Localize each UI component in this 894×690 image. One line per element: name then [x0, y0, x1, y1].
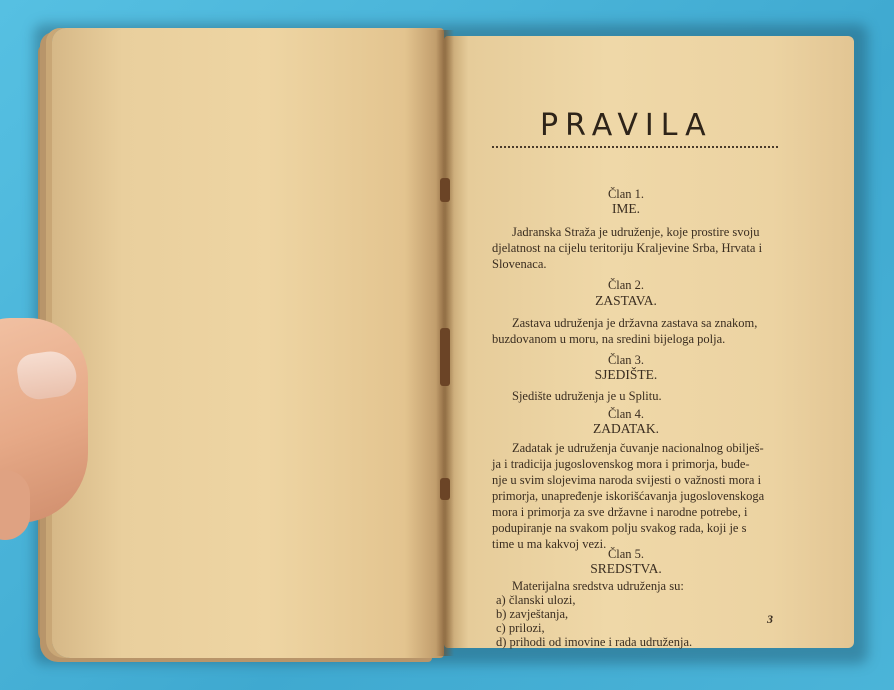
- article-3-label: Član 3.: [607, 353, 645, 367]
- article-4-line: Zadatak je udruženja čuvanje nacionalnog obilješ-: [512, 441, 764, 455]
- article-5-line: Materijalna sredstva udruženja su:: [512, 579, 684, 593]
- article-1-line: Slovenaca.: [492, 257, 547, 271]
- page-title: PRAVILA: [540, 108, 713, 143]
- left-page-blank: [52, 28, 444, 658]
- article-2-section: ZASTAVA.: [595, 293, 657, 308]
- article-4-line: nje u svim slojevima naroda svijesti o važnosti mora i: [492, 473, 762, 487]
- staple-top: [440, 178, 450, 202]
- article-2-line: Zastava udruženja je državna zastava sa znakom,: [512, 316, 758, 330]
- article-4-line: primorja, unapređenje iskorišćavanja jugoslovenskoga: [492, 489, 765, 503]
- article-5-list-item: b) zavještanja,: [496, 607, 569, 621]
- article-1-line: djelatnost na cijelu teritoriju Kraljevine Srba, Hrvata i: [492, 241, 763, 255]
- staple-bottom: [440, 478, 450, 500]
- article-5-list-item: d) prihodi od imovine i rada udruženja.: [496, 635, 693, 649]
- article-5-list-item: a) članski ulozi,: [496, 593, 576, 607]
- article-3-line: Sjedište udruženja je u Splitu.: [512, 389, 662, 403]
- article-4-line: podupiranje na svakom polju svakog rada, koji je s: [492, 521, 747, 535]
- article-4-label: Član 4.: [607, 407, 645, 421]
- page-number: 3: [767, 612, 773, 626]
- article-3-section: SJEDIŠTE.: [594, 367, 658, 382]
- article-4-line: ja i tradicija jugoslovenskog mora i primorja, buđe-: [492, 457, 750, 471]
- article-5-list-item: c) prilozi,: [496, 621, 545, 635]
- article-2-line: buzdovanom u moru, na sredini bijeloga polja.: [492, 332, 726, 346]
- article-5-section: SREDSTVA.: [590, 561, 662, 576]
- title-dotted-rule: [492, 146, 778, 148]
- article-4-line: mora i primorja za sve državne i narodne potrebe, i: [492, 505, 748, 519]
- article-1-label: Član 1.: [607, 187, 645, 201]
- article-4-section: ZADATAK.: [592, 421, 660, 436]
- article-4-line: time u ma kakvoj vezi.: [492, 537, 607, 551]
- staple-middle: [440, 328, 450, 386]
- article-5-label: Član 5.: [607, 547, 645, 561]
- article-2-label: Član 2.: [607, 278, 645, 292]
- article-1-line: Jadranska Straža je udruženje, koje prostire svoju: [512, 225, 760, 239]
- article-1-section: IME.: [611, 201, 641, 216]
